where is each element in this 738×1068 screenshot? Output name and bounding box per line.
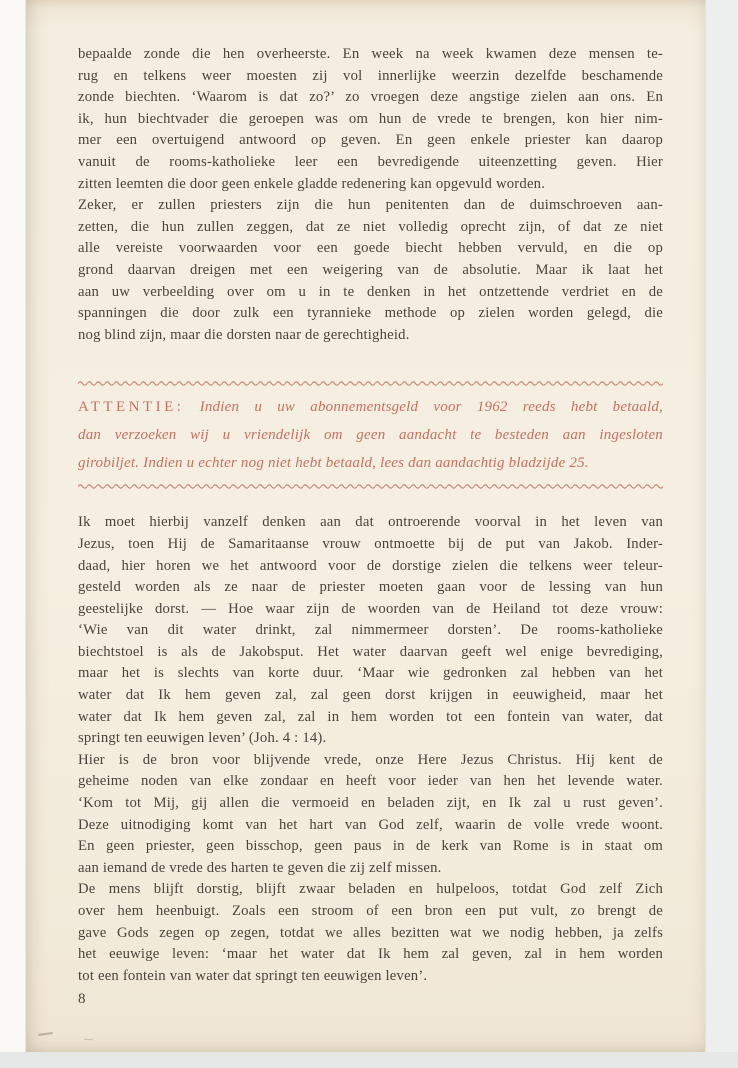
text-line: zitten leemten die door geen enkele gladde redenering kan opgevuld worden. bbox=[78, 175, 546, 192]
text-line: mer een overtuigend antwoord op geven. En geen enkele priester kan daarop bbox=[78, 132, 663, 149]
text-line: water dat Ik hem geven zal, zal in hem worden tot een fontein van water, dat bbox=[78, 708, 663, 725]
text-line: daad, hier horen we het antwoord voor de dorstige zielen die telkens weer teleur- bbox=[78, 557, 663, 574]
paragraph bbox=[78, 512, 663, 750]
text-line: De mens blijft dorstig, blijft zwaar beladen en hulpeloos, totdat God zelf Zich bbox=[78, 881, 663, 898]
text-line: biechtstoel is als de Jakobsput. Het water daarvan geeft wel enige bevrediging, bbox=[78, 643, 663, 660]
text-line: Ik moet hierbij vanzelf denken aan dat ontroerende voorval in het leven van bbox=[78, 514, 663, 531]
text-line: En geen priester, geen bisschop, geen paus in de kerk van Rome is in staat om bbox=[78, 838, 663, 855]
text-line: Zeker, er zullen priesters zijn die hun penitenten dan de duimschroeven aan- bbox=[78, 197, 663, 214]
text-line: bepaalde zonde die hen overheerste. En week na week kwamen deze mensen te- bbox=[78, 46, 663, 62]
text-line: geheime noden van elke zondaar en heeft voor ieder van hen het levende water. bbox=[78, 773, 663, 790]
text-line: springt ten eeuwigen leven’ (Joh. 4 : 14). bbox=[78, 730, 327, 747]
text-line: vanuit de rooms-katholieke leer een bevredigende uiteenzetting geven. Hier bbox=[78, 153, 663, 170]
text-line: het eeuwige leven: ‘maar het water dat Ik hem zal geven, zal in hem worden bbox=[78, 946, 663, 963]
pencil-mark bbox=[38, 1032, 53, 1036]
notice-line: dan verzoeken wij u vriendelijk om geen aandacht te besteden aan ingesloten bbox=[78, 427, 663, 444]
text-line: rug en telkens weer moesten zij vol innerlijke weerzin dezelfde beschamende bbox=[78, 67, 663, 84]
scanner-margin-bottom bbox=[0, 1052, 738, 1068]
notice-line: girobiljet. Indien u echter nog niet hebt betaald, lees dan aandachtig bladzijde 25. bbox=[78, 455, 589, 472]
paragraph bbox=[78, 195, 663, 346]
notice-label: ATTENTIE: bbox=[78, 399, 185, 416]
page-content bbox=[26, 0, 705, 1011]
wavy-divider-top bbox=[78, 378, 663, 387]
text-line: Jezus, toen Hij de Samaritaanse vrouw ontmoette bij de put van Jakob. Inder- bbox=[78, 535, 663, 552]
page-number: 8 bbox=[78, 991, 86, 1008]
text-line: gave Gods zegen op zegen, totdat we alles bezitten wat we nodig hebben, ja zelfs bbox=[78, 924, 663, 941]
text-line: ‘Wie van dit water drinkt, zal nimmermeer dorsten’. De rooms-katholieke bbox=[78, 622, 663, 639]
notice-text bbox=[78, 393, 663, 477]
wavy-divider-bottom bbox=[78, 481, 663, 490]
paragraph bbox=[78, 750, 663, 880]
pencil-mark bbox=[84, 1039, 93, 1040]
text-line: ‘Kom tot Mij, gij allen die vermoeid en beladen zijt, en Ik zal u rust geven’. bbox=[78, 795, 663, 812]
text-line: Deze uitnodiging komt van het hart van God zelf, waarin de volle vrede woont. bbox=[78, 816, 663, 833]
text-line: aan iemand de vrede des harten te geven die zij zelf missen. bbox=[78, 859, 442, 876]
text-line: zetten, die hun zullen zeggen, dat ze niet volledig oprecht zijn, of dat ze niet bbox=[78, 218, 663, 235]
text-line: grond daarvan dreigen met een weigering van de absolutie. Maar ik laat het bbox=[78, 261, 663, 278]
text-line: over hem heenbuigt. Zoals een stroom of een bron een put vult, zo brengt de bbox=[78, 903, 663, 919]
body-text-bottom bbox=[78, 512, 663, 987]
text-line: tot een fontein van water dat springt ten eeuwigen leven’. bbox=[78, 967, 428, 984]
text-line: water dat Ik hem geven zal, zal geen dorst krijgen in eeuwigheid, maar het bbox=[78, 687, 663, 704]
text-line: Hier is de bron voor blijvende vrede, onze Here Jezus Christus. Hij kent de bbox=[78, 751, 663, 768]
text-line: zonde biechten. ‘Waarom is dat zo?’ zo vroegen deze angstige zielen aan ons. En bbox=[78, 89, 663, 106]
text-line: alle vereiste voorwaarden voor een goede biecht hebben vervuld, en die op bbox=[78, 240, 663, 257]
paragraph bbox=[78, 44, 663, 195]
text-line: aan uw verbeelding over om u in te denken in het ontzettende verdriet en de bbox=[78, 283, 663, 300]
body-text-top bbox=[78, 44, 663, 346]
notice-line bbox=[78, 393, 663, 421]
book-page bbox=[26, 0, 705, 1052]
paragraph bbox=[78, 879, 663, 987]
attention-notice bbox=[78, 378, 663, 490]
text-line: nog blind zijn, maar die dorsten naar de gerechtigheid. bbox=[78, 326, 410, 343]
text-line: gesteld worden als ze naar de priester moeten gaan voor de lessing van hun bbox=[78, 579, 663, 596]
notice-line-text: Indien u uw abonnementsgeld voor 1962 reeds hebt betaald, bbox=[199, 399, 663, 416]
text-line: maar het is slechts van korte duur. ‘Maar wie gedronken zal hebben van het bbox=[78, 665, 663, 682]
text-line: spanningen die door zulk een tyrannieke methode op zielen worden gelegd, die bbox=[78, 305, 663, 322]
text-line: ik, hun biechtvader die geroepen was om hun de vrede te brengen, kon hier nim- bbox=[78, 110, 663, 127]
text-line: geestelijke dorst. — Hoe waar zijn de woorden van de Heiland tot deze vrouw: bbox=[78, 600, 663, 617]
scanner-margin-left bbox=[0, 0, 26, 1068]
